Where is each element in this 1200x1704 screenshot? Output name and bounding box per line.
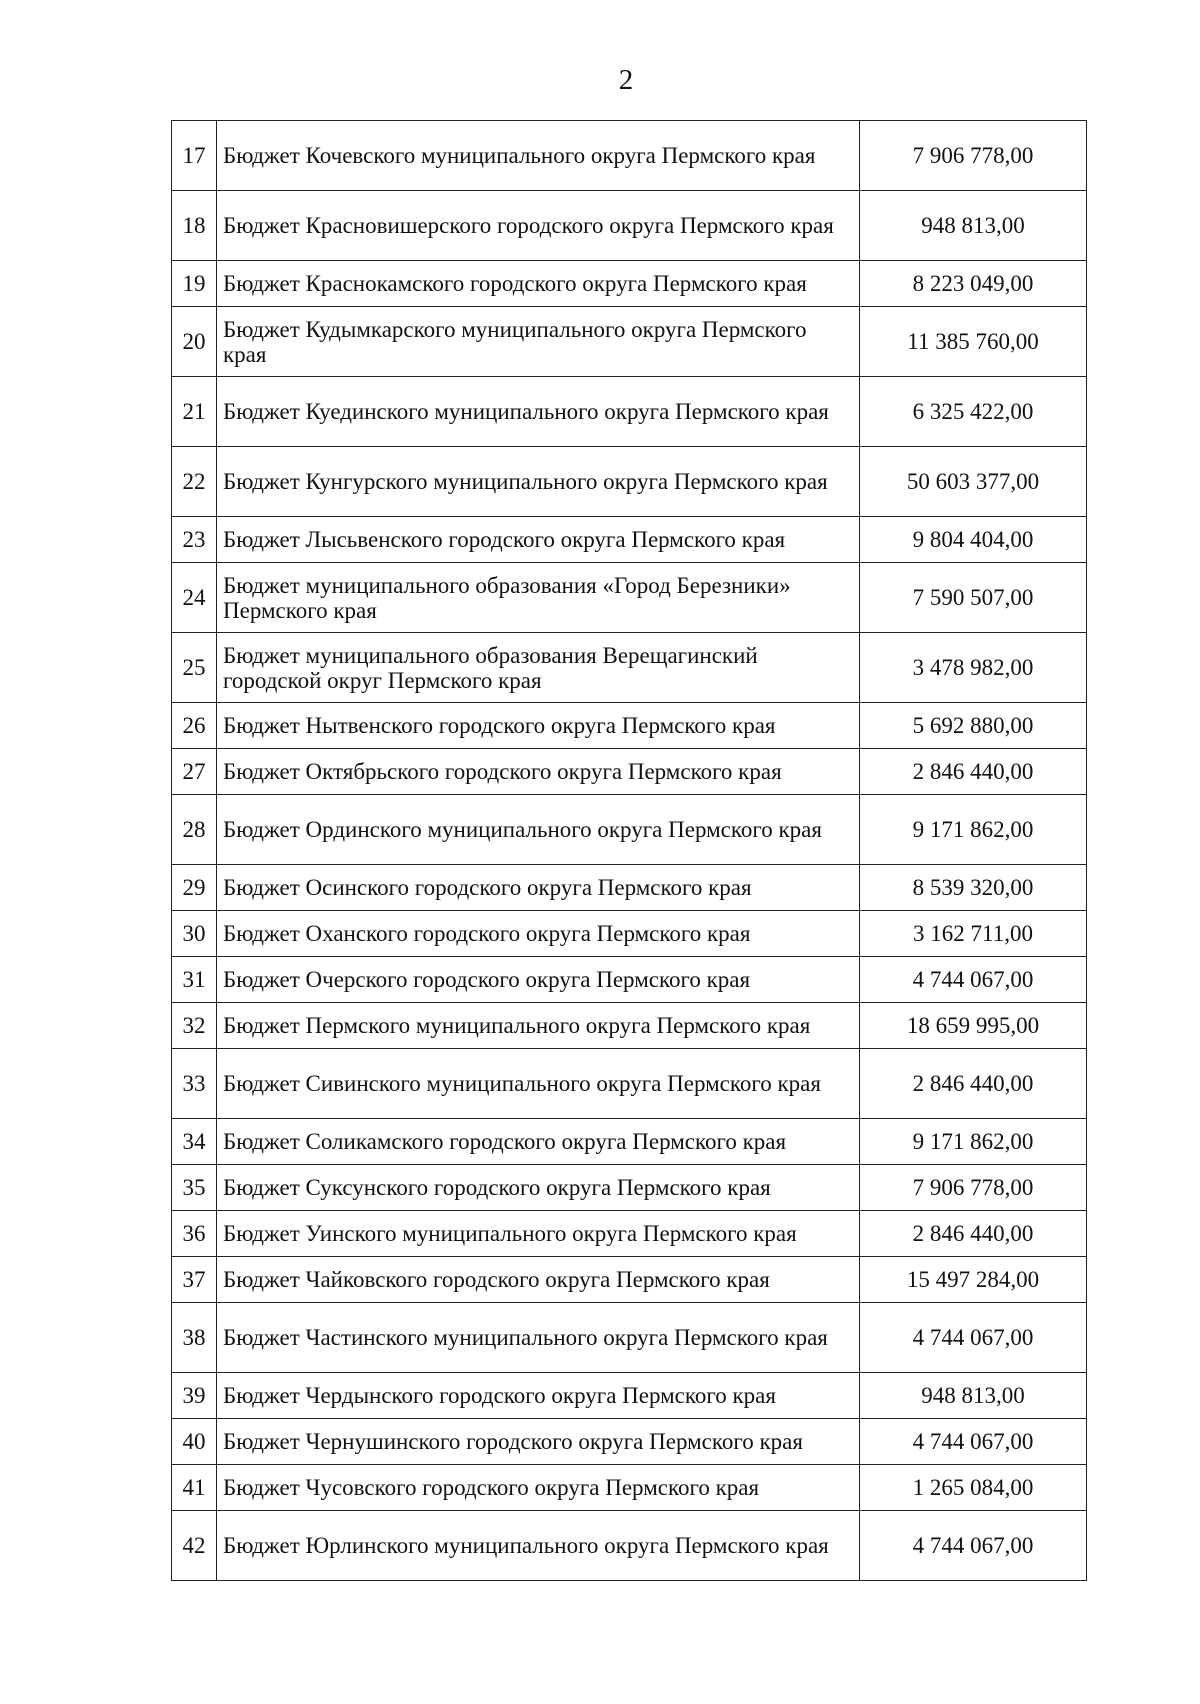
budget-name: Бюджет Суксунского городского округа Пермского края <box>217 1165 860 1211</box>
row-number: 20 <box>172 307 217 377</box>
budget-amount: 50 603 377,00 <box>860 447 1087 517</box>
budget-amount: 5 692 880,00 <box>860 703 1087 749</box>
budget-name: Бюджет Кунгурского муниципального округа Пермского края <box>217 447 860 517</box>
row-number: 19 <box>172 261 217 307</box>
budget-name: Бюджет Уинского муниципального округа Пермского края <box>217 1211 860 1257</box>
budget-name: Бюджет Очерского городского округа Пермского края <box>217 957 860 1003</box>
budget-name: Бюджет Чайковского городского округа Пермского края <box>217 1257 860 1303</box>
row-number: 25 <box>172 633 217 703</box>
budget-name: Бюджет Осинского городского округа Пермского края <box>217 865 860 911</box>
budget-name: Бюджет Краснокамского городского округа Пермского края <box>217 261 860 307</box>
table-row <box>172 795 1087 865</box>
table-row <box>172 633 1087 703</box>
budget-amount: 8 539 320,00 <box>860 865 1087 911</box>
budget-name: Бюджет Пермского муниципального округа Пермского края <box>217 1003 860 1049</box>
budget-amount: 2 846 440,00 <box>860 1211 1087 1257</box>
budget-amount: 9 804 404,00 <box>860 517 1087 563</box>
budget-name: Бюджет Юрлинского муниципального округа Пермского края <box>217 1511 860 1581</box>
budget-name: Бюджет Ординского муниципального округа Пермского края <box>217 795 860 865</box>
row-number: 39 <box>172 1373 217 1419</box>
table-row <box>172 1465 1087 1511</box>
row-number: 38 <box>172 1303 217 1373</box>
row-number: 42 <box>172 1511 217 1581</box>
budget-amount: 9 171 862,00 <box>860 1119 1087 1165</box>
budget-amount: 9 171 862,00 <box>860 795 1087 865</box>
row-number: 28 <box>172 795 217 865</box>
budget-name: Бюджет Нытвенского городского округа Пермского края <box>217 703 860 749</box>
table-row <box>172 1119 1087 1165</box>
row-number: 29 <box>172 865 217 911</box>
row-number: 21 <box>172 377 217 447</box>
budget-amount: 4 744 067,00 <box>860 1511 1087 1581</box>
budget-amount: 1 265 084,00 <box>860 1465 1087 1511</box>
row-number: 36 <box>172 1211 217 1257</box>
budget-amount: 18 659 995,00 <box>860 1003 1087 1049</box>
budget-amount: 4 744 067,00 <box>860 1419 1087 1465</box>
budget-name: Бюджет Красновишерского городского округа Пермского края <box>217 191 860 261</box>
row-number: 37 <box>172 1257 217 1303</box>
table-row <box>172 957 1087 1003</box>
budget-amount: 4 744 067,00 <box>860 957 1087 1003</box>
budget-amount: 7 906 778,00 <box>860 121 1087 191</box>
budget-amount: 3 478 982,00 <box>860 633 1087 703</box>
table-row <box>172 447 1087 517</box>
budget-name: Бюджет муниципального образования Верещагинский городской округ Пермского края <box>217 633 860 703</box>
budget-name: Бюджет Соликамского городского округа Пермского края <box>217 1119 860 1165</box>
budget-name: Бюджет Частинского муниципального округа Пермского края <box>217 1303 860 1373</box>
table-row <box>172 517 1087 563</box>
table-row <box>172 865 1087 911</box>
table-row <box>172 1003 1087 1049</box>
budget-name: Бюджет Куединского муниципального округа Пермского края <box>217 377 860 447</box>
table-row <box>172 261 1087 307</box>
row-number: 41 <box>172 1465 217 1511</box>
budget-name: Бюджет муниципального образования «Город Березники» Пермского края <box>217 563 860 633</box>
budget-amount: 4 744 067,00 <box>860 1303 1087 1373</box>
budget-amount: 7 590 507,00 <box>860 563 1087 633</box>
budget-amount: 6 325 422,00 <box>860 377 1087 447</box>
table-row <box>172 377 1087 447</box>
budget-name: Бюджет Чусовского городского округа Пермского края <box>217 1465 860 1511</box>
table-row <box>172 1419 1087 1465</box>
page-number: 2 <box>618 64 634 96</box>
row-number: 34 <box>172 1119 217 1165</box>
table-row <box>172 1165 1087 1211</box>
budget-name: Бюджет Сивинского муниципального округа Пермского края <box>217 1049 860 1119</box>
budget-name: Бюджет Кудымкарского муниципального округа Пермского края <box>217 307 860 377</box>
table-row <box>172 1511 1087 1581</box>
row-number: 22 <box>172 447 217 517</box>
table-row <box>172 307 1087 377</box>
budget-name: Бюджет Чердынского городского округа Пермского края <box>217 1373 860 1419</box>
table-body <box>172 121 1087 1581</box>
table-row <box>172 749 1087 795</box>
budget-name: Бюджет Лысьвенского городского округа Пермского края <box>217 517 860 563</box>
table-row <box>172 1303 1087 1373</box>
table-row <box>172 563 1087 633</box>
budget-amount: 948 813,00 <box>860 1373 1087 1419</box>
row-number: 23 <box>172 517 217 563</box>
row-number: 31 <box>172 957 217 1003</box>
row-number: 33 <box>172 1049 217 1119</box>
table-row <box>172 1257 1087 1303</box>
table-row <box>172 121 1087 191</box>
budget-amount: 7 906 778,00 <box>860 1165 1087 1211</box>
budget-amount: 2 846 440,00 <box>860 749 1087 795</box>
budget-amount: 8 223 049,00 <box>860 261 1087 307</box>
table-row <box>172 1049 1087 1119</box>
row-number: 30 <box>172 911 217 957</box>
row-number: 40 <box>172 1419 217 1465</box>
budget-name: Бюджет Чернушинского городского округа Пермского края <box>217 1419 860 1465</box>
budget-name: Бюджет Оханского городского округа Пермского края <box>217 911 860 957</box>
table-row <box>172 703 1087 749</box>
row-number: 26 <box>172 703 217 749</box>
row-number: 32 <box>172 1003 217 1049</box>
row-number: 24 <box>172 563 217 633</box>
table-row <box>172 911 1087 957</box>
budget-allocation-table <box>171 120 1087 1581</box>
budget-amount: 948 813,00 <box>860 191 1087 261</box>
table-row <box>172 1373 1087 1419</box>
table-row <box>172 191 1087 261</box>
row-number: 35 <box>172 1165 217 1211</box>
row-number: 27 <box>172 749 217 795</box>
row-number: 18 <box>172 191 217 261</box>
table-row <box>172 1211 1087 1257</box>
budget-name: Бюджет Кочевского муниципального округа Пермского края <box>217 121 860 191</box>
budget-amount: 11 385 760,00 <box>860 307 1087 377</box>
row-number: 17 <box>172 121 217 191</box>
budget-name: Бюджет Октябрьского городского округа Пермского края <box>217 749 860 795</box>
budget-amount: 15 497 284,00 <box>860 1257 1087 1303</box>
budget-amount: 3 162 711,00 <box>860 911 1087 957</box>
budget-amount: 2 846 440,00 <box>860 1049 1087 1119</box>
